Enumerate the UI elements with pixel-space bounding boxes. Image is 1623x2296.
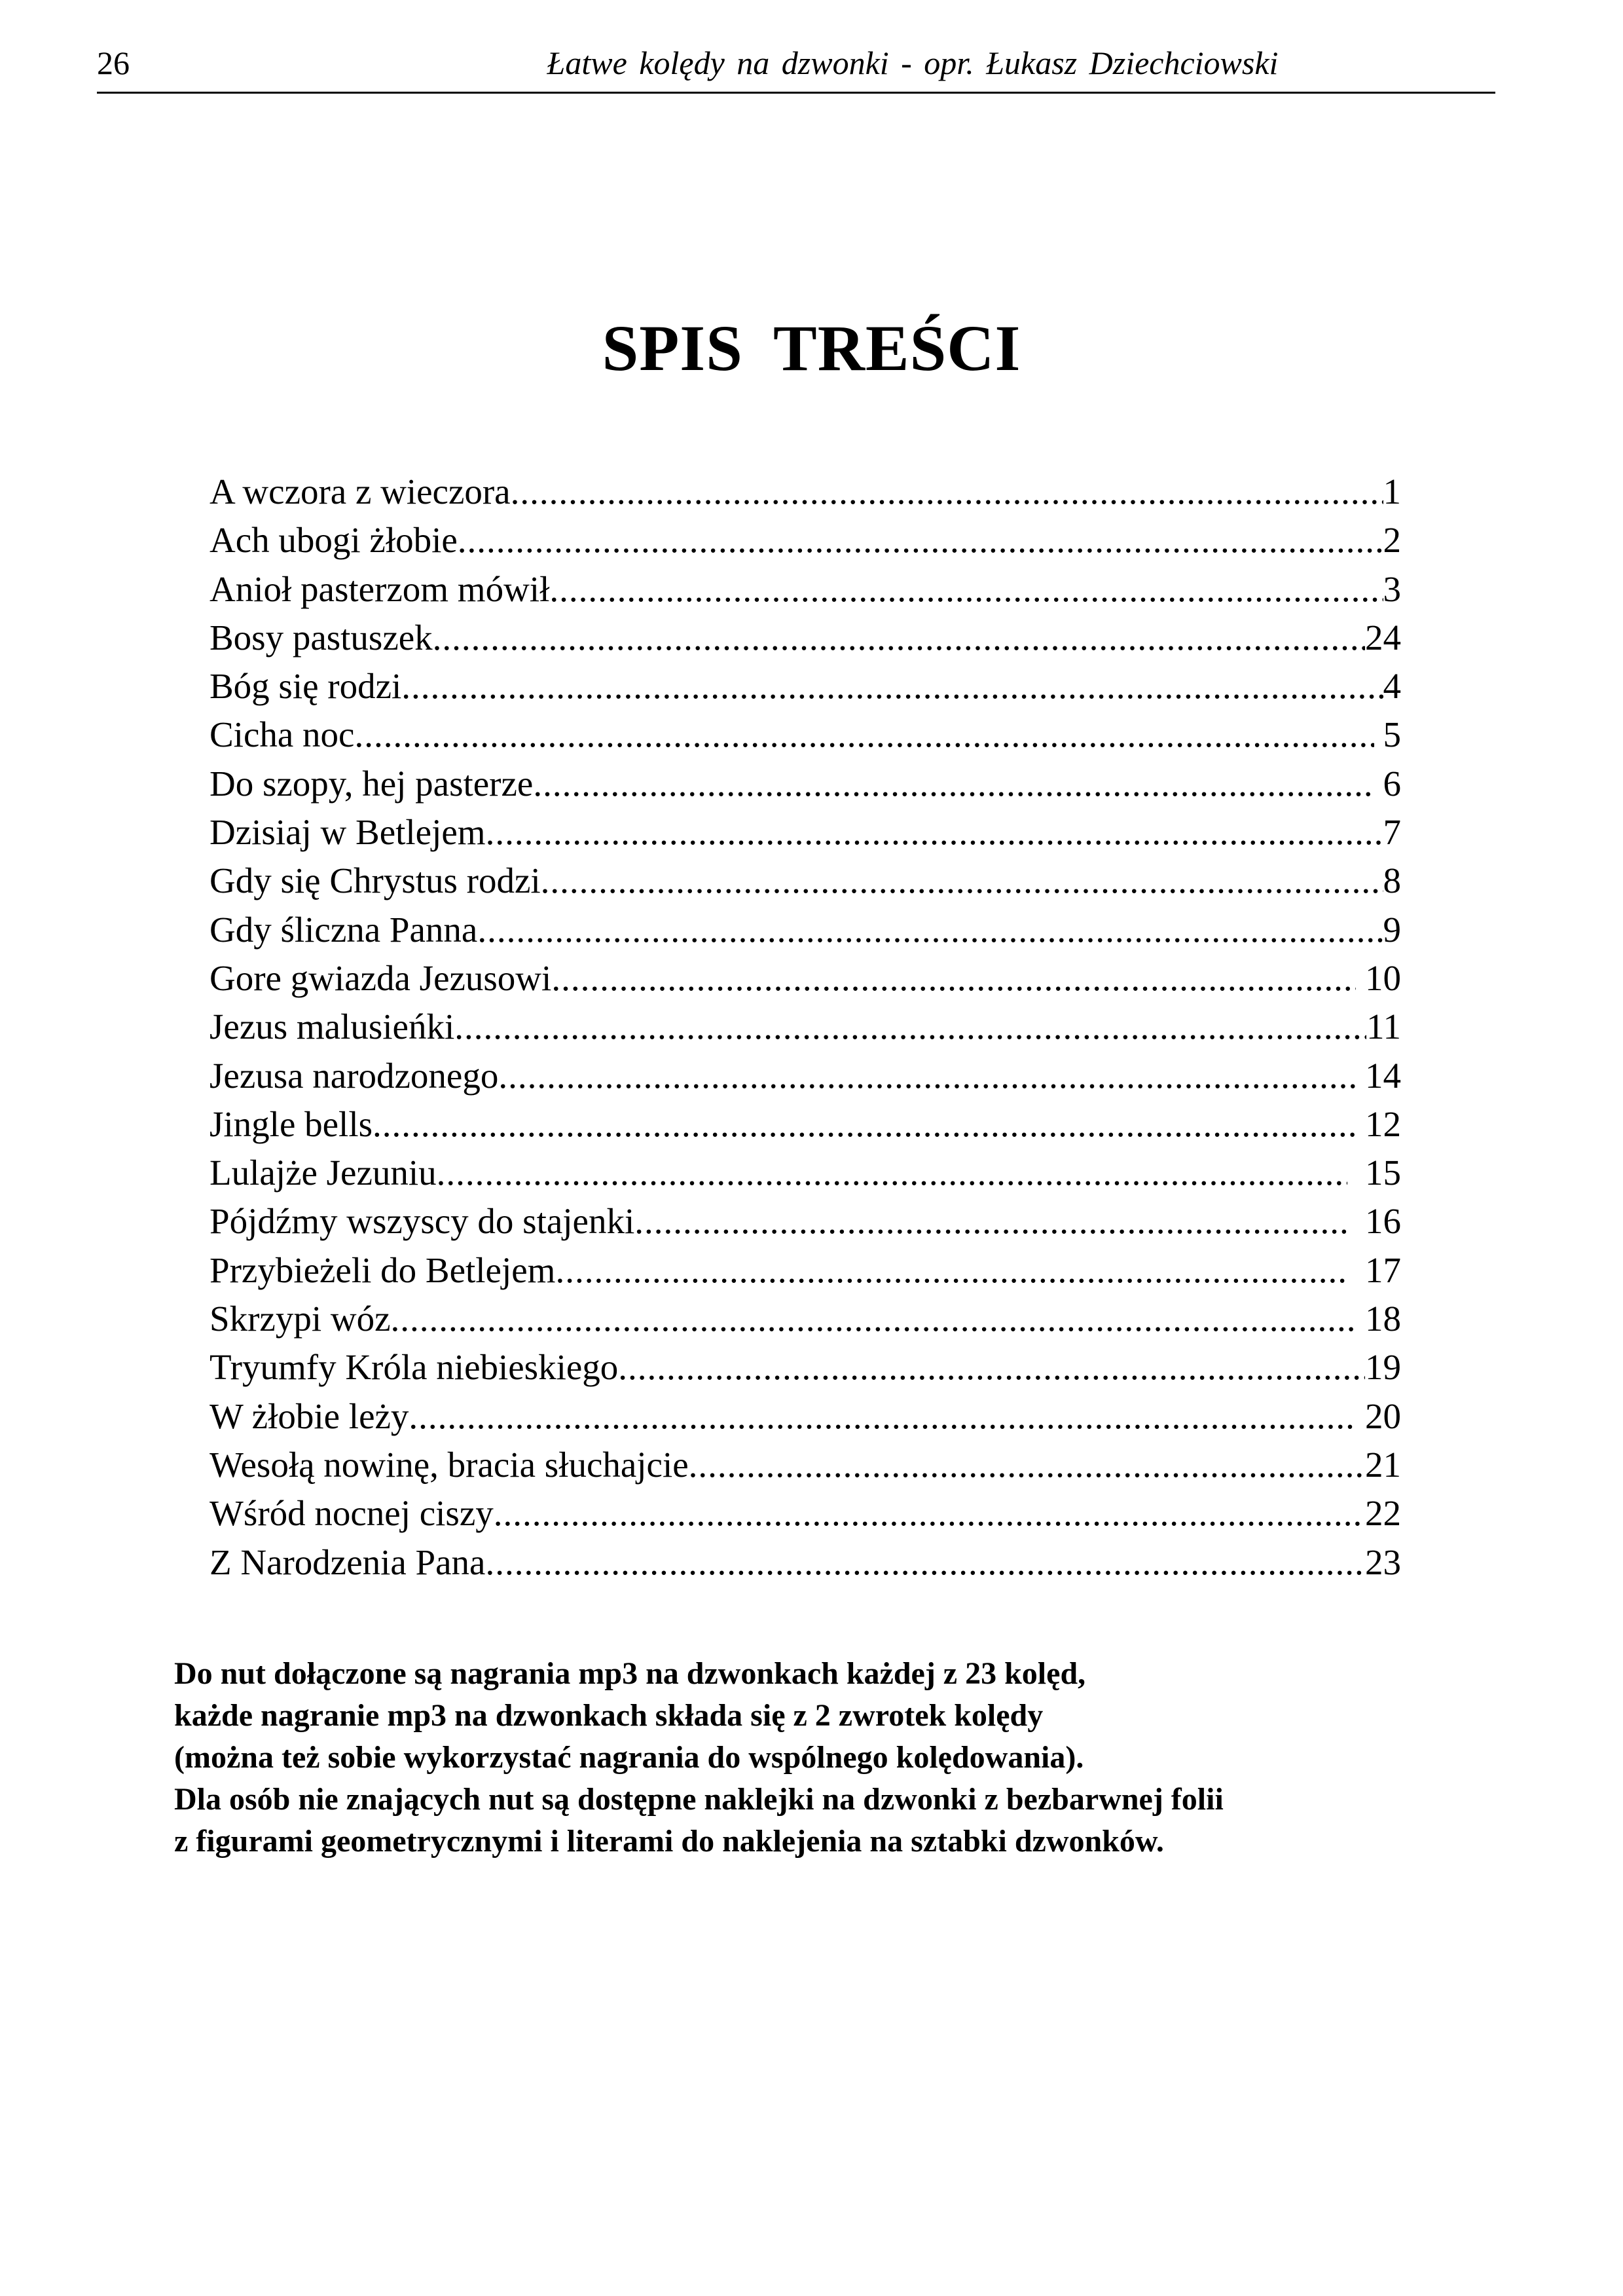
toc-entry xyxy=(210,1489,1401,1538)
toc-entry-page: 20 xyxy=(1356,1396,1401,1436)
page-number: 26 xyxy=(97,45,130,81)
note-line: (można też sobie wykorzystać nagrania do wspólnego kolędowania). xyxy=(174,1740,1084,1775)
toc-entry-title: Skrzypi wóz xyxy=(210,1299,391,1339)
toc-entry xyxy=(210,1149,1401,1197)
toc-entry-title: Jezusa narodzonego xyxy=(210,1055,499,1096)
toc-entry xyxy=(210,1343,1401,1392)
toc-entry xyxy=(210,1441,1401,1489)
page-title: SPIS TREŚCI xyxy=(602,312,1021,384)
dot-leader xyxy=(551,954,1356,1003)
toc-entry-page: 18 xyxy=(1356,1299,1401,1339)
toc-entry xyxy=(210,468,1401,516)
note-line: Dla osób nie znających nut są dostępne naklejki na dzwonki z bezbarwnej folii xyxy=(174,1782,1224,1817)
note-line: z figurami geometrycznymi i literami do naklejenia na sztabki dzwonków. xyxy=(174,1824,1164,1859)
dot-leader xyxy=(689,1441,1365,1489)
toc-entry-title: W żłobie leży xyxy=(210,1396,409,1436)
dot-leader xyxy=(486,808,1383,857)
toc-entry-title: Pójdźmy wszyscy do stajenki xyxy=(210,1201,635,1242)
toc-entry-title: Lulajże Jezuniu xyxy=(210,1153,437,1193)
toc-entry-page: 17 xyxy=(1347,1250,1401,1290)
table-of-contents xyxy=(210,468,1401,1587)
dot-leader xyxy=(390,1295,1356,1343)
toc-entry xyxy=(210,1003,1401,1051)
recordings-note xyxy=(174,1653,1484,1862)
dot-leader xyxy=(541,857,1383,905)
toc-entry-title: Wesołą nowinę, bracia słuchajcie xyxy=(210,1444,689,1485)
toc-entry-page: 3 xyxy=(1383,568,1401,609)
toc-entry-page: 7 xyxy=(1383,812,1401,853)
toc-entry-page: 8 xyxy=(1383,861,1401,901)
dot-leader xyxy=(373,1100,1356,1149)
toc-entry-title: Jezus malusieńki xyxy=(210,1007,455,1047)
toc-entry-page: 11 xyxy=(1366,1007,1401,1047)
toc-entry-page: 4 xyxy=(1383,666,1401,707)
dot-leader xyxy=(498,1052,1356,1100)
toc-entry-page: 21 xyxy=(1365,1444,1401,1485)
toc-entry xyxy=(210,1197,1401,1246)
note-line: każde nagranie mp3 na dzwonkach składa się z 2 zwrotek kolędy xyxy=(174,1698,1044,1733)
toc-entry-page: 19 xyxy=(1365,1347,1401,1388)
toc-entry-page: 14 xyxy=(1356,1055,1401,1096)
toc-entry-title: Bosy pastuszek xyxy=(210,617,433,657)
toc-entry-title: Anioł pasterzom mówił xyxy=(210,568,550,609)
page-header xyxy=(97,38,1495,94)
toc-entry-page: 16 xyxy=(1347,1201,1401,1242)
toc-entry-title: Gdy się Chrystus rodzi xyxy=(210,861,541,901)
toc-entry-page: 24 xyxy=(1365,617,1401,657)
toc-entry-title: Gdy śliczna Panna xyxy=(210,909,478,950)
toc-entry-title: Dzisiaj w Betlejem xyxy=(210,812,486,853)
dot-leader xyxy=(409,1392,1356,1441)
toc-entry-title: Bóg się rodzi xyxy=(210,666,402,707)
toc-entry xyxy=(210,1538,1401,1587)
toc-entry-page: 2 xyxy=(1383,520,1401,561)
dot-leader xyxy=(533,760,1374,808)
dot-leader xyxy=(433,614,1365,662)
toc-entry-page: 22 xyxy=(1365,1493,1401,1534)
toc-entry-page: 9 xyxy=(1383,909,1401,950)
toc-entry-page: 15 xyxy=(1347,1153,1401,1193)
toc-entry-title: Gore gwiazda Jezusowi xyxy=(210,957,552,998)
toc-entry xyxy=(210,1295,1401,1343)
dot-leader xyxy=(401,662,1383,711)
dot-leader xyxy=(549,565,1383,614)
toc-entry-title: A wczora z wieczora xyxy=(210,472,511,511)
dot-leader xyxy=(354,711,1374,759)
toc-entry xyxy=(210,1052,1401,1100)
dot-leader xyxy=(634,1197,1347,1246)
toc-entry xyxy=(210,1100,1401,1149)
toc-entry xyxy=(210,662,1401,711)
toc-entry-title: Tryumfy Króla niebieskiego xyxy=(210,1347,619,1388)
toc-entry xyxy=(210,711,1401,759)
toc-entry xyxy=(210,565,1401,614)
toc-entry xyxy=(210,760,1401,808)
toc-entry xyxy=(210,906,1401,954)
note-line: Do nut dołączone są nagrania mp3 na dzwonkach każdej z 23 kolęd, xyxy=(174,1656,1086,1691)
dot-leader xyxy=(437,1149,1347,1197)
toc-entry xyxy=(210,954,1401,1003)
toc-entry-title: Wśród nocnej ciszy xyxy=(210,1493,494,1534)
toc-entry-title: Cicha noc xyxy=(210,714,355,755)
dot-leader xyxy=(555,1246,1347,1295)
dot-leader xyxy=(454,1003,1366,1051)
toc-entry-page: 5 xyxy=(1374,714,1401,755)
toc-entry-title: Ach ubogi żłobie xyxy=(210,520,458,561)
toc-entry-title: Przybieżeli do Betlejem xyxy=(210,1250,556,1290)
toc-entry-page: 1 xyxy=(1383,472,1401,511)
toc-entry-title: Jingle bells xyxy=(210,1103,373,1144)
toc-entry-page: 10 xyxy=(1356,957,1401,998)
dot-leader xyxy=(477,906,1383,954)
running-title: Łatwe kolędy na dzwonki - opr. Łukasz Dziechciowski xyxy=(547,45,1279,81)
dot-leader xyxy=(618,1343,1365,1392)
dot-leader xyxy=(511,468,1383,516)
toc-entry xyxy=(210,1246,1401,1295)
toc-entry-page: 6 xyxy=(1374,763,1401,804)
toc-entry xyxy=(210,614,1401,662)
toc-entry-page: 12 xyxy=(1356,1103,1401,1144)
dot-leader xyxy=(494,1489,1365,1538)
toc-entry xyxy=(210,808,1401,857)
toc-entry xyxy=(210,1392,1401,1441)
dot-leader xyxy=(458,516,1383,565)
toc-entry-title: Do szopy, hej pasterze xyxy=(210,763,534,804)
toc-entry-title: Z Narodzenia Pana xyxy=(210,1542,486,1582)
toc-entry xyxy=(210,857,1401,905)
dot-leader xyxy=(485,1538,1365,1587)
toc-entry xyxy=(210,516,1401,565)
toc-entry-page: 23 xyxy=(1365,1542,1401,1582)
